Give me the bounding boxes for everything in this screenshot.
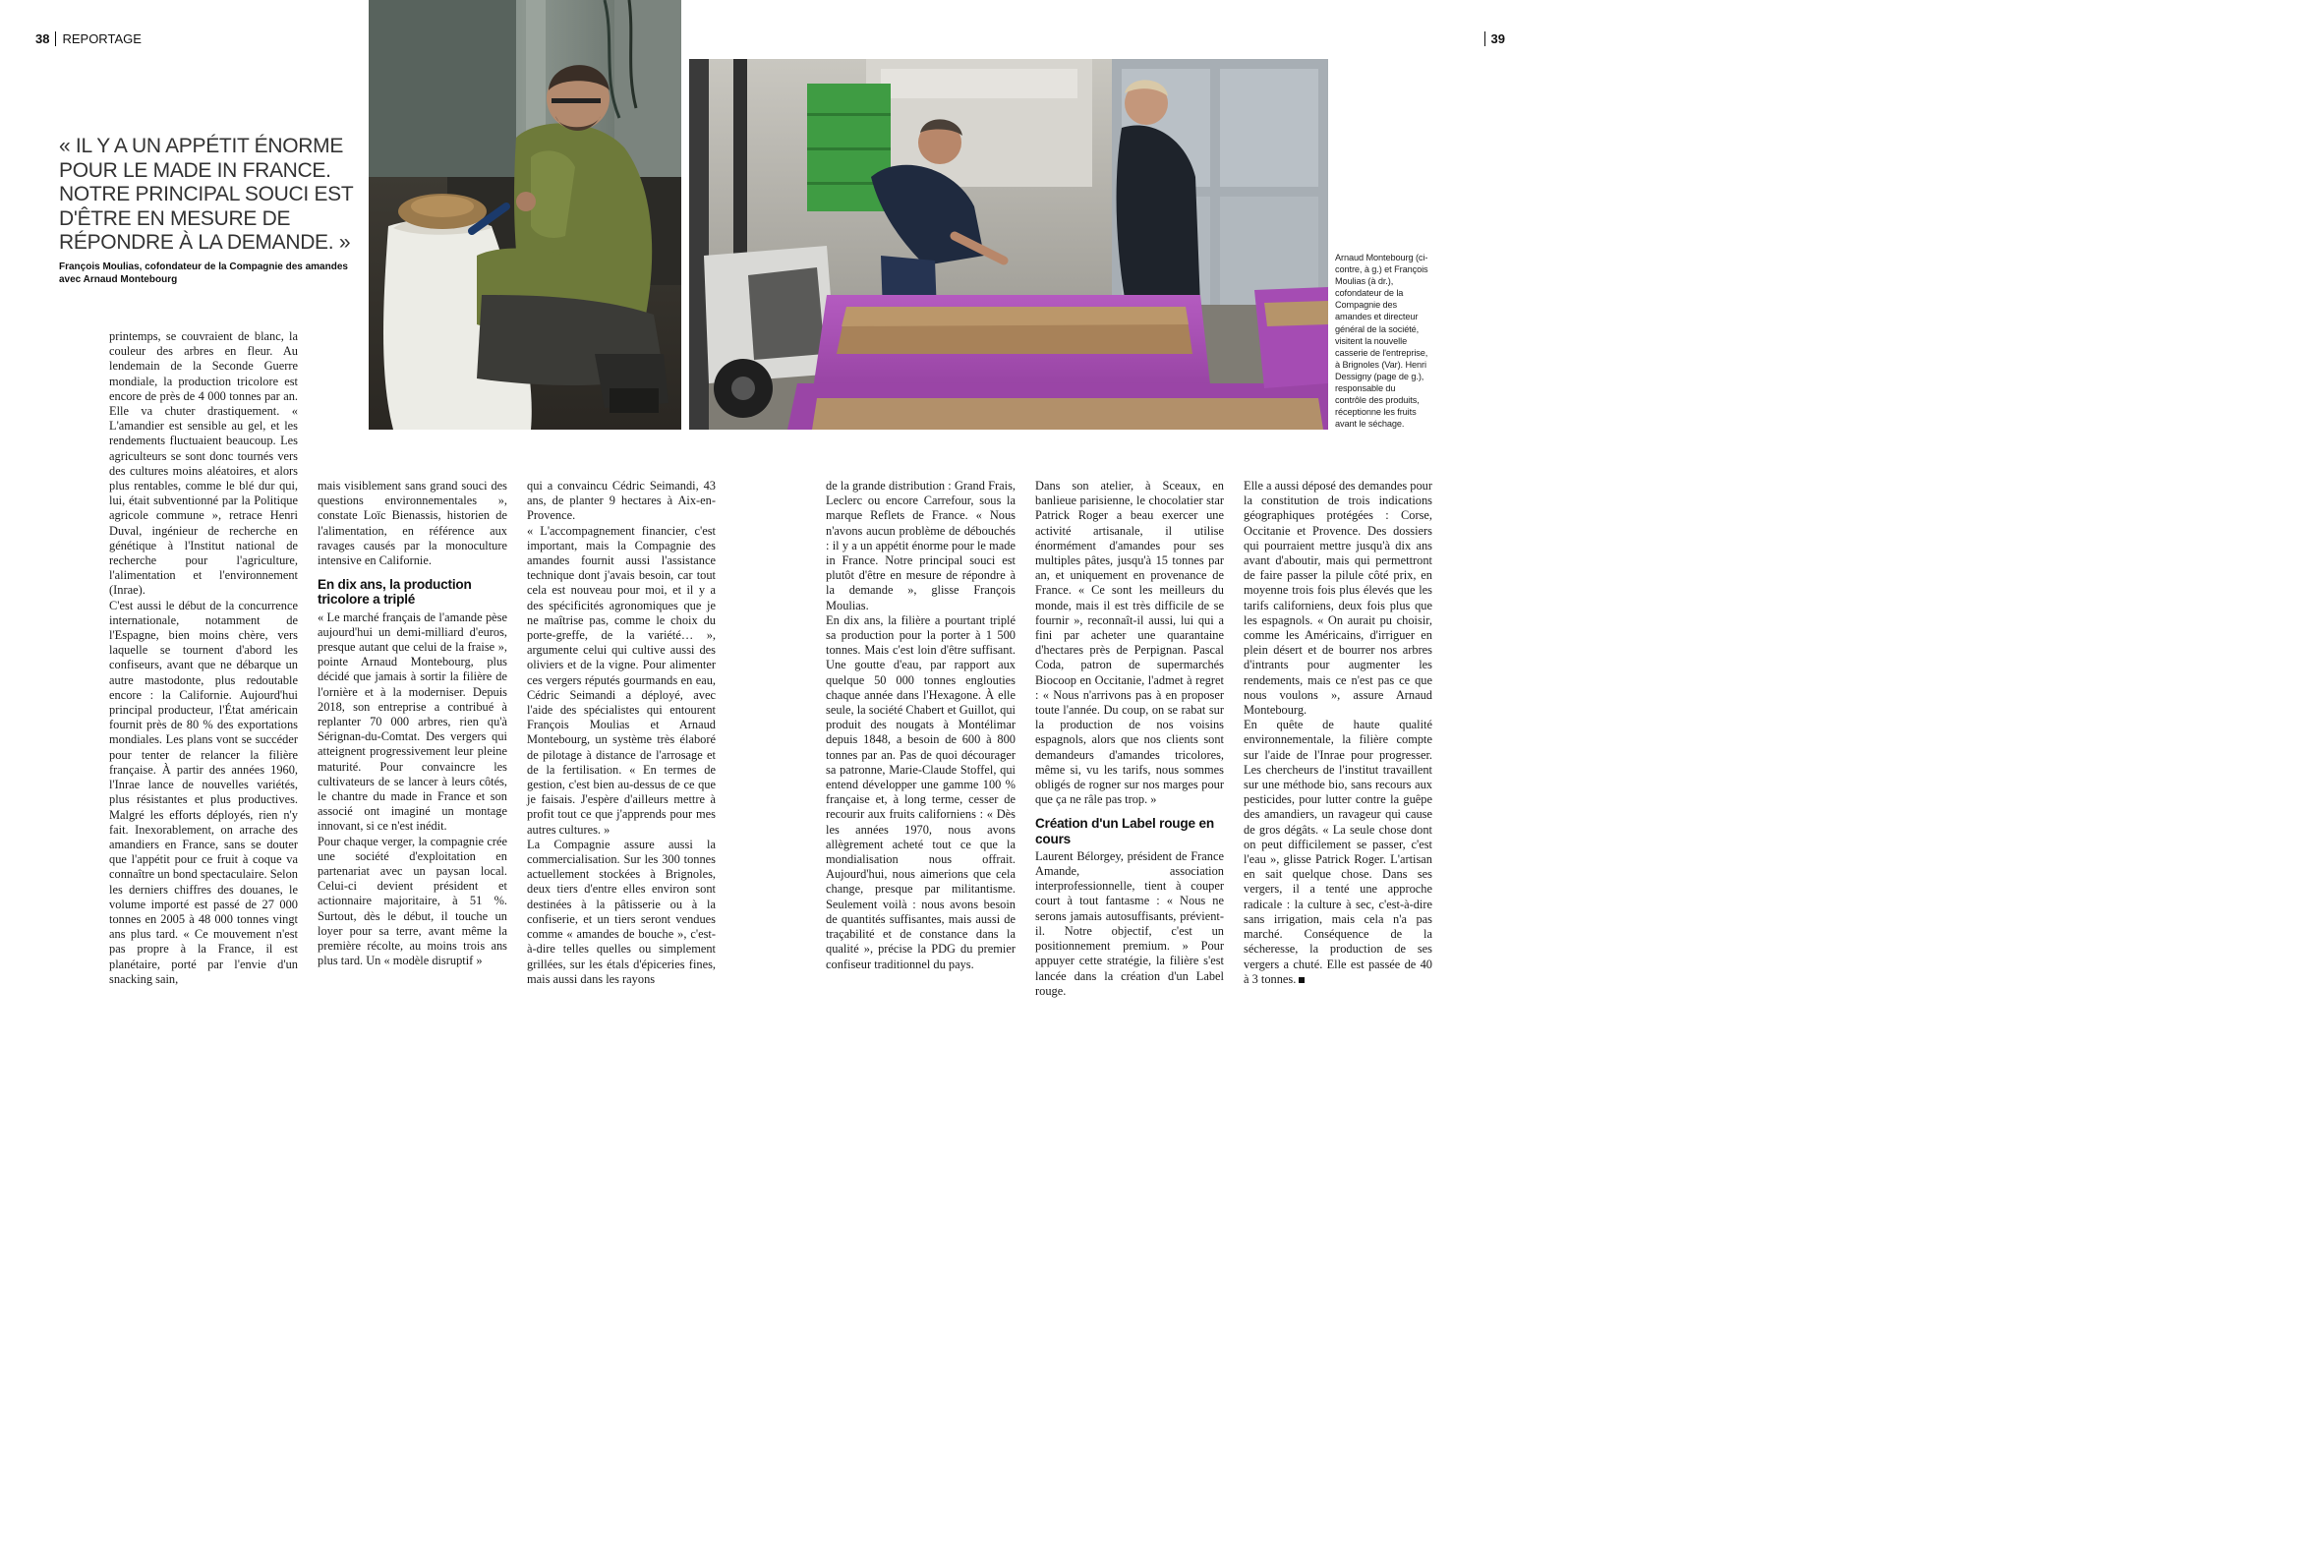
photo-caption: Arnaud Montebourg (ci-contre, à g.) et François Moulias (à dr.), cofondateur de la Compagnie des amandes et directeur général de la société, visitent la nouvelle casserie de l'entreprise, à Brignoles (Var). Henri Dessigny (page de g.), responsable du contrôle des produits, réceptionne les fruits avant le séchage. bbox=[1335, 253, 1428, 430]
header-divider bbox=[1484, 31, 1485, 46]
subheading: En dix ans, la production tricolore a triplé bbox=[318, 577, 472, 608]
paragraph: « L'accompagnement financier, c'est important, mais la Compagnie des amandes fournit aussi l'assistance technique dont j'avais besoin, car tout cela est nouveau pour moi, et il y a des spécificités agronomiques que je ne maîtrise pas, comme le choix du porte-greffe, de la variété… », argumente celui qui cultive aussi des oliviers et de la vigne. Pour alimenter ces vergers réputés gourmands en eau, Cédric Seimandi a déployé, avec l'aide des spécialistes qui entourent François Moulias et Arnaud Montebourg, un système très élaboré de pilotage à distance de l'arrosage et de la fertilisation. « En termes de gestion, c'est bien au-dessus de ce que je faisais. J'espère d'ailleurs mettre à profit tout ce que j'apprends pour mes autres cultures. » bbox=[527, 523, 716, 837]
article-column-2 bbox=[318, 479, 507, 969]
paragraph: Laurent Bélorgey, président de France Amande, association interprofessionnelle, tient à couper court à tout fantasme : « Nous ne serons jamais autosuffisants, prévient-il. Notre objectif, c'est un positionnement premium. » Pour appuyer cette stratégie, la filière s'est lancée dans la création d'un Label rouge. bbox=[1035, 848, 1224, 998]
article-column-3 bbox=[527, 479, 716, 987]
paragraph: mais visiblement sans grand souci des questions environnementales », constate Loïc Bienassis, historien de l'alimentation, en référence aux ravages causés par la monoculture intensive en Californie. bbox=[318, 479, 507, 568]
paragraph: Dans son atelier, à Sceaux, en banlieue parisienne, le chocolatier star Patrick Roger a beau exercer une activité artisanale, il utilise énormément d'amandes pour ses multiples pâtes, jusqu'à 15 tonnes par an, et uniquement en provenance de France. « Ce sont les meilleurs du monde, mais il est très difficile de se fournir », reconnaît-il aussi, lui qui a fini par acheter une quarantaine d'hectares près de Perpignan. Pascal Coda, patron de supermarchés Biocoop en Occitanie, l'admet à regret : « Nous n'arrivons pas à en proposer toute l'année. Du coup, on se rabat sur la production de nos voisins espagnols, alors que nos clients sont demandeurs d'amandes tricolores, même si, vu les tarifs, nous sommes obligés de rogner sur nos marges pour que ça ne râle pas trop. » bbox=[1035, 479, 1224, 807]
right-page-header bbox=[1479, 31, 1505, 46]
pull-quote-credit-block bbox=[59, 261, 354, 286]
photo-warehouse-almond-crates bbox=[689, 59, 1328, 430]
pull-quote bbox=[59, 135, 354, 256]
paragraph bbox=[1244, 718, 1432, 987]
article-column-5 bbox=[1035, 479, 1224, 999]
paragraph: Elle a aussi déposé des demandes pour la constitution de trois indications géographiques protégées : Corse, Occitanie et Provence. Des dossiers qui pourraient mettre jusqu'à dix ans avant d'aboutir, mais qui permettront de faire passer la pilule côté prix, en moyenne trois fois plus élevés que les tarifs californiens, deux fois plus que les espagnols. « On aurait pu choisir, comme les Américains, d'irriguer en plein désert et de bourrer nos arbres d'intrants pour augmenter les rendements, mais ce n'est pas ce que nous voulons », assure Arnaud Montebourg. bbox=[1244, 479, 1433, 718]
paragraph-text: En quête de haute qualité environnementale, la filière compte sur l'aide de l'Inrae pour progresser. Les chercheurs de l'institut travaillent sur une méthode bio, sans recours aux pesticides, pour lutter contre la guêpe des amandiers, un ravageur qui cause de gros dégâts. « La seule chose dont on peut difficilement se passer, c'est l'eau », glisse Patrick Roger. L'artisan en sait quelque chose. Dans ses vergers, il a tenté une approche radicale : la culture à sec, c'est-à-dire sans irrigation, mais cela n'a pas marché. Conséquence de la sécheresse, la production de ses vergers a chuté. Elle est passée de 40 à 3 tonnes. bbox=[1244, 718, 1432, 986]
paragraph: « Le marché français de l'amande pèse aujourd'hui un demi-milliard d'euros, presque autant que celui de la fraise », pointe Arnaud Montebourg, plus décidé que jamais à sortir la filière de l'ornière et à la moderniser. Depuis 2018, son entreprise a contribué à replanter 70 000 arbres, rien qu'à Sérignan-du-Comtat. Des vergers qui atteignent progressivement leur pleine maturité. Pour convaincre les cultivateurs de se lancer à leurs côtés, le chantre du made in France et son associé ont imaginé un montage innovant, si ce n'est inédit. bbox=[318, 610, 507, 834]
paragraph: C'est aussi le début de la concurrence internationale, notamment de l'Espagne, bien moins chère, vers laquelle se tournent d'abord les confiseurs, avant que ne débarque un autre mastodonte, plus redoutable encore : la Californie. Aujourd'hui principal producteur, l'État américain fournit près de 80 % des exportations mondiales. Les plans vont se succéder pour tenter de relancer la filière française. À partir des années 1960, l'Inrae lance de nouvelles variétés, plus résistantes et plus productives. Malgré les efforts déployés, rien n'y fait. Inexorablement, on arrache des amandiers en France, sans se douter que l'appétit pour ce fruit à coque va connaître un bond spectaculaire. Selon les derniers chiffres des douanes, le volume importé est passé de 27 000 tonnes en 2005 à 48 000 tonnes vingt ans plus tard. « Ce mouvement n'est pas propre à la France, il est planétaire, porté par l'envie d'un snacking sain, bbox=[109, 598, 298, 986]
paragraph: qui a convaincu Cédric Seimandi, 43 ans, de planter 9 hectares à Aix-en-Provence. bbox=[527, 479, 716, 523]
section-label: REPORTAGE bbox=[62, 31, 142, 46]
pull-quote-text: « IL Y A UN APPÉTIT ÉNORME POUR LE MADE IN FRANCE. NOTRE PRINCIPAL SOUCI EST D'ÊTRE EN MESURE DE RÉPONDRE À LA DEMANDE. » bbox=[59, 135, 353, 254]
article-column-4 bbox=[826, 479, 1016, 972]
left-page-number: 38 bbox=[35, 31, 50, 46]
photo-caption-block bbox=[1335, 252, 1428, 430]
article-column-1 bbox=[109, 329, 298, 987]
subheading: Création d'un Label rouge en cours bbox=[1035, 816, 1214, 846]
pull-quote-credit: François Moulias, cofondateur de la Compagnie des amandes avec Arnaud Montebourg bbox=[59, 261, 348, 285]
article-column-6 bbox=[1244, 479, 1432, 987]
paragraph: printemps, se couvraient de blanc, la couleur des arbres en fleur. Au lendemain de la Seconde Guerre mondiale, la production tricolore est encore de près de 4 000 tonnes par an. Elle va chuter drastiquement. « L'amandier est sensible au gel, et les rendements fluctuaient beaucoup. Les agriculteurs se sont donc tournés vers des cultures moins aléatoires, et alors plus rentables, comme le blé dur qui, lui, était subventionné par la Politique agricole commune », retrace Henri Duval, ingénieur de recherche en génétique à l'Institut national de recherche pour l'agriculture, l'alimentation et l'environnement (Inrae). bbox=[109, 329, 298, 598]
left-page-header bbox=[35, 31, 142, 46]
photo-worker-scooping-almonds bbox=[369, 0, 681, 430]
end-of-article-mark bbox=[1299, 977, 1305, 983]
paragraph: En dix ans, la filière a pourtant triplé sa production pour la porter à 1 500 tonnes. Mais c'est loin d'être suffisant. Une goutte d'eau, par rapport aux quelque 50 000 tonnes englouties chaque année dans l'Hexagone. À elle seule, la société Chabert et Guillot, qui produit des nougats à Montélimar depuis 1848, a besoin de 600 à 800 tonnes par an. Pas de quoi décourager sa patronne, Marie-Claude Stoffel, qui entend développer une gamme 100 % française et, à long terme, cesser de recourir aux fruits californiens : « Dès les années 1970, nous avons allègrement acheté tout ce que la mondialisation nous offrait. Aujourd'hui, nous aimerions que cela change, presque par militantisme. Seulement voilà : nous avons besoin de quantités suffisantes, mais aussi de traçabilité et de constance dans la qualité », précise la PDG du premier confiseur traditionnel du pays. bbox=[826, 612, 1016, 971]
paragraph: La Compagnie assure aussi la commercialisation. Sur les 300 tonnes actuellement stockées à Brignoles, deux tiers d'entre elles environ sont destinées à la pâtisserie ou à la confiserie, et un tiers seront vendues comme « amandes de bouche », c'est-à-dire telles quelles ou simplement grillées, sur les étals d'épiceries fines, mais aussi dans les rayons bbox=[527, 837, 716, 986]
paragraph: Pour chaque verger, la compagnie crée une société d'exploitation en partenariat avec un paysan local. Celui-ci devient président et actionnaire majoritaire, à 51 %. Surtout, dès le début, il touche un loyer pour sa terre, avant même la première récolte, au moins trois ans plus tard. Un « modèle disruptif » bbox=[318, 834, 507, 968]
paragraph: de la grande distribution : Grand Frais, Leclerc ou encore Carrefour, sous la marque Reflets de France. « Nous n'avons aucun problème de débouchés : il y a un appétit énorme pour le made in France. Notre principal souci est plutôt d'être en mesure de répondre à la demande », glisse François Moulias. bbox=[826, 479, 1016, 612]
header-divider bbox=[55, 31, 56, 46]
right-page-number: 39 bbox=[1490, 31, 1505, 46]
